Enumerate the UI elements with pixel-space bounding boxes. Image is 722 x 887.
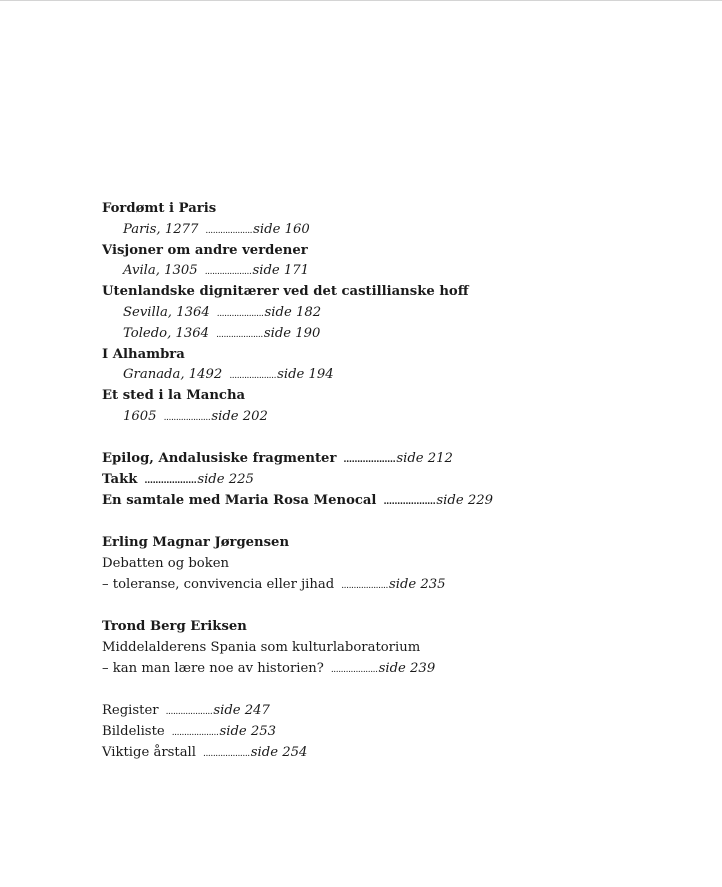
toc-chapter-title: Fordømt i Paris — [102, 201, 217, 216]
table-of-contents — [102, 199, 702, 763]
toc-entry: – kan man lære noe av historien? ...................side 239 — [102, 660, 436, 676]
toc-chapter-title: Et sted i la Mancha — [102, 388, 246, 404]
toc-entry: Granada, 1492 ...................side 194 — [123, 367, 334, 383]
essay-title: Middelalderens Spania som kulturlaboratorium — [102, 639, 421, 655]
toc-entry: 1605 ...................side 202 — [123, 408, 268, 424]
toc-chapter-title: Utenlandske dignitærer ved det castillianske hoff — [102, 284, 469, 300]
toc-chapter-title: I Alhambra — [102, 346, 185, 362]
toc-entry: Viktige årstall ...................side 254 — [102, 744, 308, 760]
toc-entry: Takk ...................side 225 — [102, 472, 254, 488]
essay-author: Erling Magnar Jørgensen — [102, 535, 290, 551]
toc-entry: Epilog, Andalusiske fragmenter ...................side 212 — [102, 451, 453, 467]
toc-entry: Toledo, 1364 ...................side 190 — [123, 325, 321, 341]
essay-title: Debatten og boken — [102, 555, 230, 571]
toc-entry: – toleranse, convivencia eller jihad ...................side 235 — [102, 576, 446, 592]
toc-chapter-title: Visjoner om andre verdener — [102, 242, 308, 258]
toc-entry: Paris, 1277 ...................side 160 — [123, 221, 310, 237]
page-top-rule — [0, 0, 722, 1]
toc-entry: En samtale med Maria Rosa Menocal ...................side 229 — [102, 492, 493, 508]
toc-entry: Bildeliste ...................side 253 — [102, 723, 277, 739]
toc-entry: Register ...................side 247 — [102, 702, 270, 718]
toc-entry: Avila, 1305 ...................side 171 — [123, 263, 310, 279]
essay-author: Trond Berg Eriksen — [102, 619, 247, 635]
toc-entry: Sevilla, 1364 ...................side 182 — [123, 304, 322, 320]
